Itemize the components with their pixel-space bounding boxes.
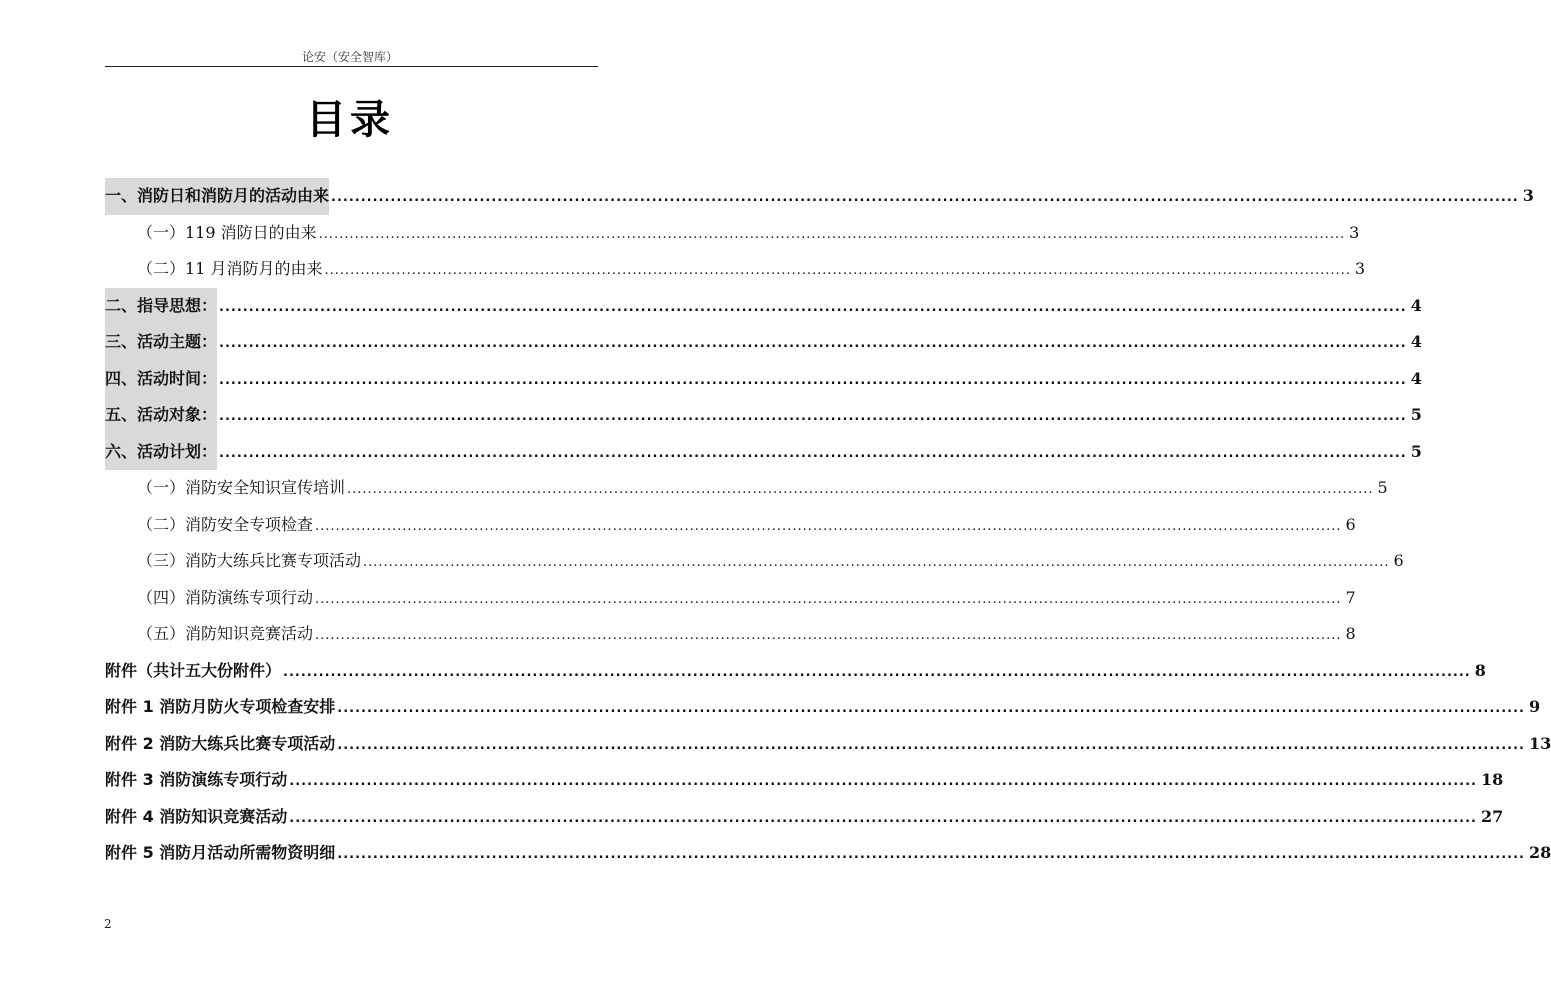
toc-entry[interactable] [105, 507, 1356, 544]
toc-entry[interactable] [105, 726, 1551, 763]
toc-leader-dots: ........................................................................................................................................................................................................ [315, 628, 1342, 643]
toc-entry[interactable] [105, 470, 1388, 507]
toc-entry-page: 7 [1345, 587, 1356, 607]
toc-entry[interactable] [105, 397, 1422, 434]
toc-entry[interactable] [105, 799, 1504, 836]
toc-leader-dots: ........................................................................................................................................................................................................ [337, 847, 1525, 862]
toc-entry-label: （二）消防安全专项检查 [137, 514, 314, 534]
toc-entry[interactable] [105, 653, 1486, 690]
header-rule [105, 66, 598, 67]
toc-entry-label: 四、活动时间： [105, 361, 217, 398]
toc-leader-dots: ........................................................................................................................................................................................................ [324, 263, 1351, 278]
toc-entry-page: 8 [1345, 624, 1356, 643]
toc-entry-page: 5 [1377, 478, 1388, 497]
toc-entry-label: （一）119 消防日的由来 [137, 222, 317, 242]
page-number: 2 [104, 917, 112, 931]
toc-leader-dots: ........................................................................................................................................................................................................ [219, 409, 1407, 424]
toc-entry-page: 13 [1528, 733, 1551, 753]
toc-entry-label: 附件 2 消防大练兵比赛专项活动 [105, 733, 336, 753]
toc-leader-dots: ........................................................................................................................................................................................................ [363, 555, 1390, 570]
toc-entry-label: （五）消防知识竞赛活动 [137, 624, 314, 643]
toc-entry-label: 二、指导思想： [105, 288, 217, 325]
toc-entry-label: 三、活动主题： [105, 324, 217, 361]
toc-entry[interactable] [105, 178, 1534, 215]
toc-entry-page: 18 [1480, 770, 1504, 789]
toc-entry-page: 28 [1528, 843, 1551, 862]
toc-leader-dots: ........................................................................................................................................................................................................ [283, 664, 1471, 680]
toc-entry-page: 4 [1410, 295, 1422, 315]
toc-leader-dots: ........................................................................................................................................................................................................ [337, 737, 1525, 753]
toc-entry[interactable] [105, 689, 1541, 726]
toc-entry[interactable] [105, 762, 1504, 799]
toc-entry-label: （一）消防安全知识宣传培训 [137, 478, 346, 497]
toc-leader-dots: ........................................................................................................................................................................................................ [347, 482, 1374, 497]
toc-entry-label: 六、活动计划： [105, 434, 217, 471]
toc-leader-dots: ........................................................................................................................................................................................................ [219, 299, 1407, 315]
toc-entry-page: 6 [1393, 551, 1404, 570]
toc-leader-dots: ........................................................................................................................................................................................................ [289, 810, 1477, 826]
toc-entry[interactable] [105, 324, 1422, 361]
toc-entry-page: 4 [1410, 332, 1422, 351]
toc-entry-page: 8 [1474, 660, 1486, 680]
toc-leader-dots: ........................................................................................................................................................................................................ [219, 336, 1407, 351]
toc-entry[interactable] [105, 251, 1366, 288]
toc-entry-label: 附件 3 消防演练专项行动 [105, 770, 288, 789]
toc-leader-dots: ........................................................................................................................................................................................................ [337, 701, 1525, 716]
toc-title: 目录 [306, 96, 394, 143]
toc-entry-label: 附件 1 消防月防火专项检查安排 [105, 697, 336, 716]
toc-entry-page: 5 [1410, 441, 1422, 461]
toc-entry-label: 附件 4 消防知识竞赛活动 [105, 806, 288, 826]
toc-entry-page: 9 [1528, 697, 1541, 716]
toc-entry-label: 附件（共计五大份附件） [105, 660, 282, 680]
toc-entry-page: 6 [1345, 514, 1356, 534]
toc-entry[interactable] [105, 361, 1422, 398]
toc-leader-dots: ........................................................................................................................................................................................................ [315, 518, 1342, 534]
toc-entry-label: （三）消防大练兵比赛专项活动 [137, 551, 362, 570]
toc-entry-page: 3 [1349, 222, 1360, 242]
toc-leader-dots: ........................................................................................................................................................................................................ [331, 190, 1519, 205]
toc-entry-page: 5 [1410, 405, 1422, 424]
toc-entry-label: （四）消防演练专项行动 [137, 587, 314, 607]
toc-entry[interactable] [105, 835, 1551, 872]
toc-entry-label: 一、消防日和消防月的活动由来 [105, 178, 329, 215]
toc-entry[interactable] [105, 288, 1422, 325]
toc-entry-label: 五、活动对象： [105, 397, 217, 434]
toc-entry-page: 27 [1480, 806, 1504, 826]
toc-leader-dots: ........................................................................................................................................................................................................ [318, 226, 1346, 242]
toc-entry[interactable] [105, 215, 1360, 252]
toc-leader-dots: ........................................................................................................................................................................................................ [219, 445, 1407, 461]
toc-entry-page: 3 [1522, 186, 1534, 205]
toc-entry-page: 3 [1354, 259, 1366, 278]
toc-entry[interactable] [105, 543, 1404, 580]
running-header: 论安（安全智库） [301, 50, 398, 64]
toc-entry-page: 4 [1410, 368, 1422, 388]
table-of-contents [105, 178, 1551, 872]
toc-leader-dots: ........................................................................................................................................................................................................ [315, 591, 1342, 607]
toc-entry-label: （二）11 月消防月的由来 [137, 259, 323, 278]
toc-entry[interactable] [105, 616, 1356, 653]
toc-entry[interactable] [105, 434, 1422, 471]
toc-entry[interactable] [105, 580, 1356, 617]
toc-leader-dots: ........................................................................................................................................................................................................ [289, 774, 1477, 789]
toc-leader-dots: ........................................................................................................................................................................................................ [219, 372, 1407, 388]
toc-entry-label: 附件 5 消防月活动所需物资明细 [105, 843, 336, 862]
